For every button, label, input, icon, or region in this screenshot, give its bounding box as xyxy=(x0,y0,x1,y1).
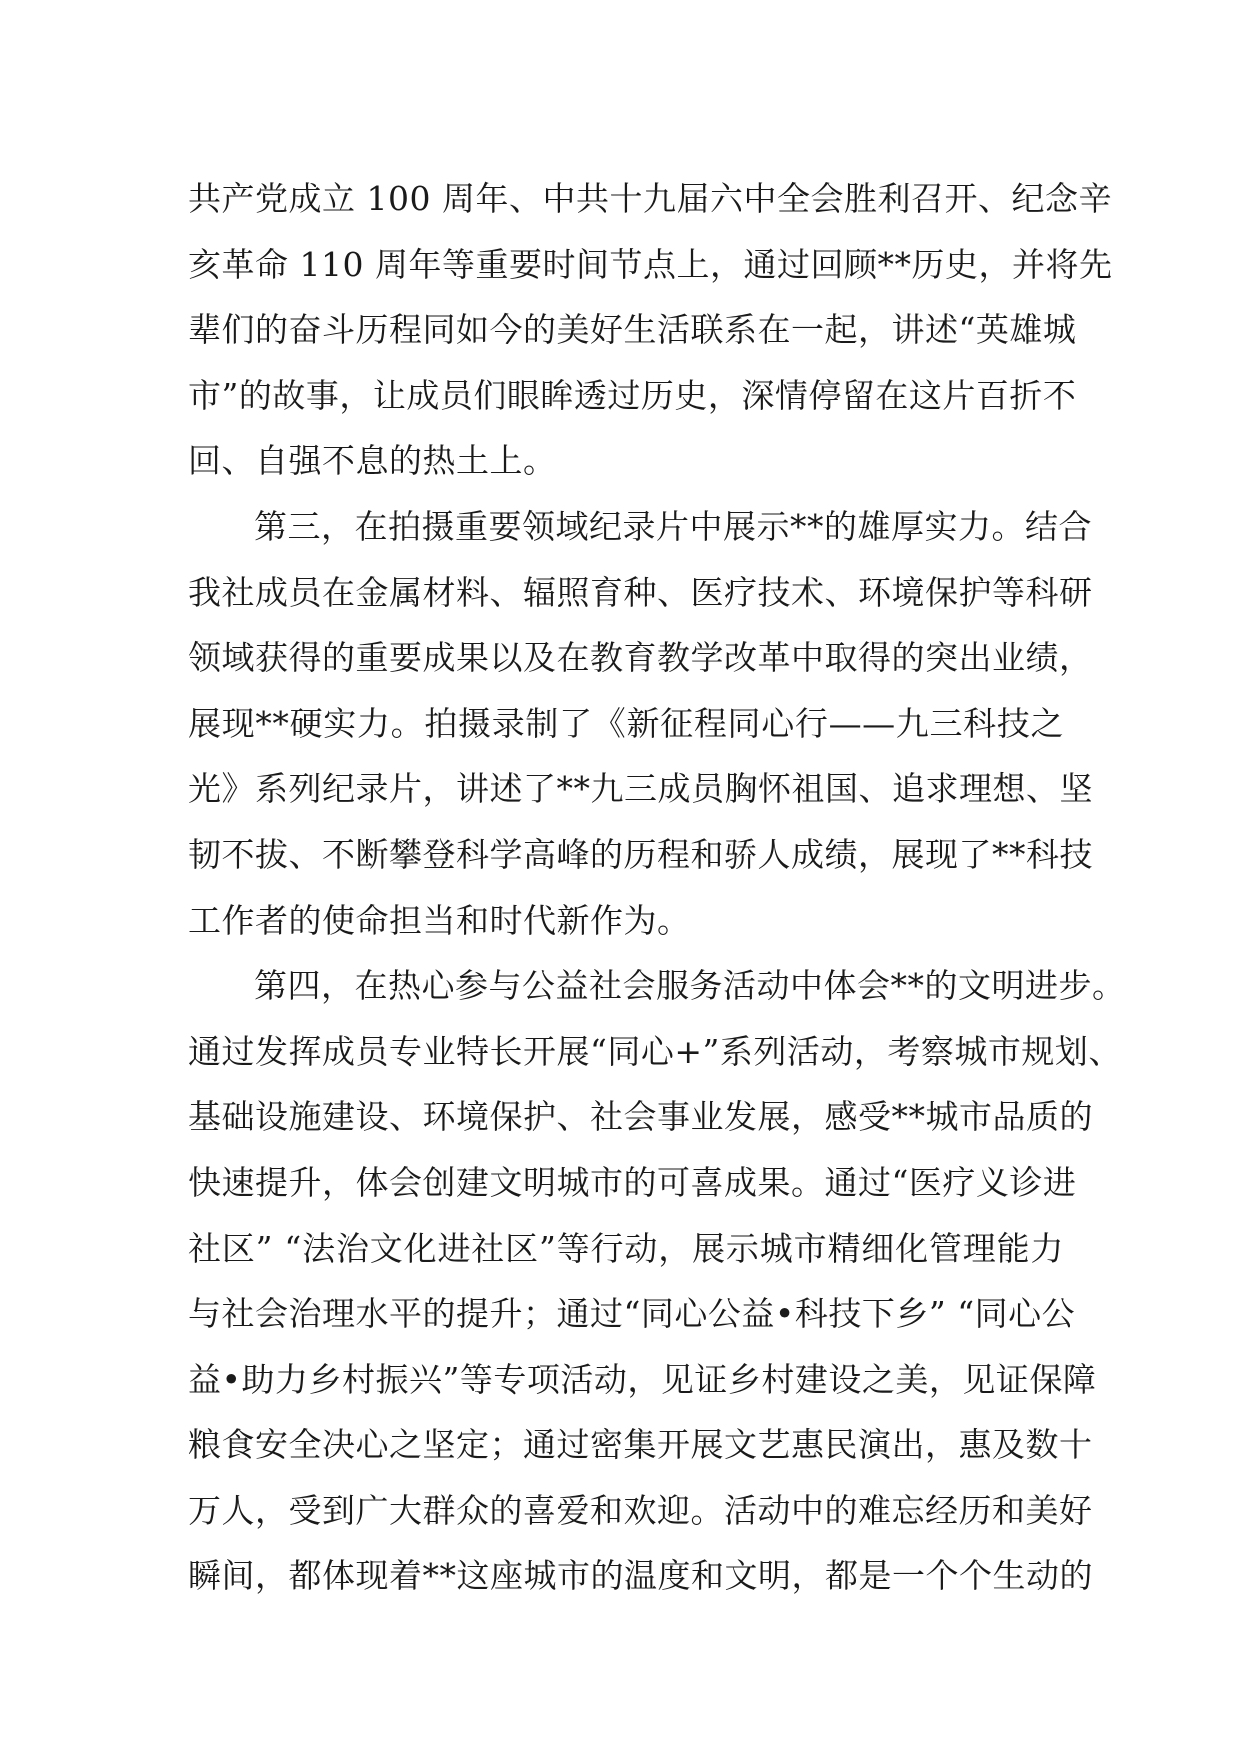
text-line-19: 益•助力乡村振兴”等专项活动，见证乡村建设之美，见证保障 xyxy=(188,1359,1097,1399)
text-line-15: 基础设施建设、环境保护、社会事业发展，感受**城市品质的 xyxy=(188,1097,1093,1137)
text-line-20: 粮食安全决心之坚定；通过密集开展文艺惠民演出，惠及数十 xyxy=(188,1425,1093,1465)
text-line-13: 第四，在热心参与公益社会服务活动中体会**的文明进步。 xyxy=(254,966,1126,1006)
body-text xyxy=(188,166,1126,1609)
text-line-2: 亥革命 110 周年等重要时间节点上，通过回顾**历史，并将先 xyxy=(188,244,1113,284)
text-line-9: 展现**硬实力。拍摄录制了《新征程同心行——九三科技之 xyxy=(188,703,1064,743)
text-line-17: 社区” “法治文化进社区”等行动，展示城市精细化管理能力 xyxy=(188,1228,1064,1268)
text-line-12: 工作者的使命担当和时代新作为。 xyxy=(188,900,691,940)
text-line-18: 与社会治理水平的提升；通过“同心公益•科技下乡” “同心公 xyxy=(188,1294,1076,1334)
text-line-11: 韧不拔、不断攀登科学高峰的历程和骄人成绩，展现了**科技 xyxy=(188,834,1093,874)
text-line-4: 市”的故事，让成员们眼眸透过历史，深情停留在这片百折不 xyxy=(188,375,1077,415)
text-line-3: 辈们的奋斗历程同如今的美好生活联系在一起，讲述“英雄城 xyxy=(188,310,1077,350)
text-line-1: 共产党成立 100 周年、中共十九届六中全会胜利召开、纪念辛 xyxy=(188,179,1112,218)
text-line-16: 快速提升，体会创建文明城市的可喜成果。通过“医疗义诊进 xyxy=(188,1162,1077,1202)
text-line-21: 万人，受到广大群众的喜爱和欢迎。活动中的难忘经历和美好 xyxy=(188,1490,1093,1530)
text-line-7: 我社成员在金属材料、辐照育种、医疗技术、环境保护等科研 xyxy=(188,572,1093,612)
text-line-6: 第三，在拍摄重要领域纪录片中展示**的雄厚实力。结合 xyxy=(254,506,1092,546)
text-line-10: 光》系列纪录片，讲述了**九三成员胸怀祖国、追求理想、坚 xyxy=(188,769,1093,809)
text-line-8: 领域获得的重要成果以及在教育教学改革中取得的突出业绩， xyxy=(188,638,1093,678)
text-line-5: 回、自强不息的热土上。 xyxy=(188,441,557,481)
text-line-14: 通过发挥成员专业特长开展“同心+”系列活动，考察城市规划、 xyxy=(188,1031,1122,1071)
text-line-22: 瞬间，都体现着**这座城市的温度和文明，都是一个个生动的 xyxy=(188,1556,1093,1596)
